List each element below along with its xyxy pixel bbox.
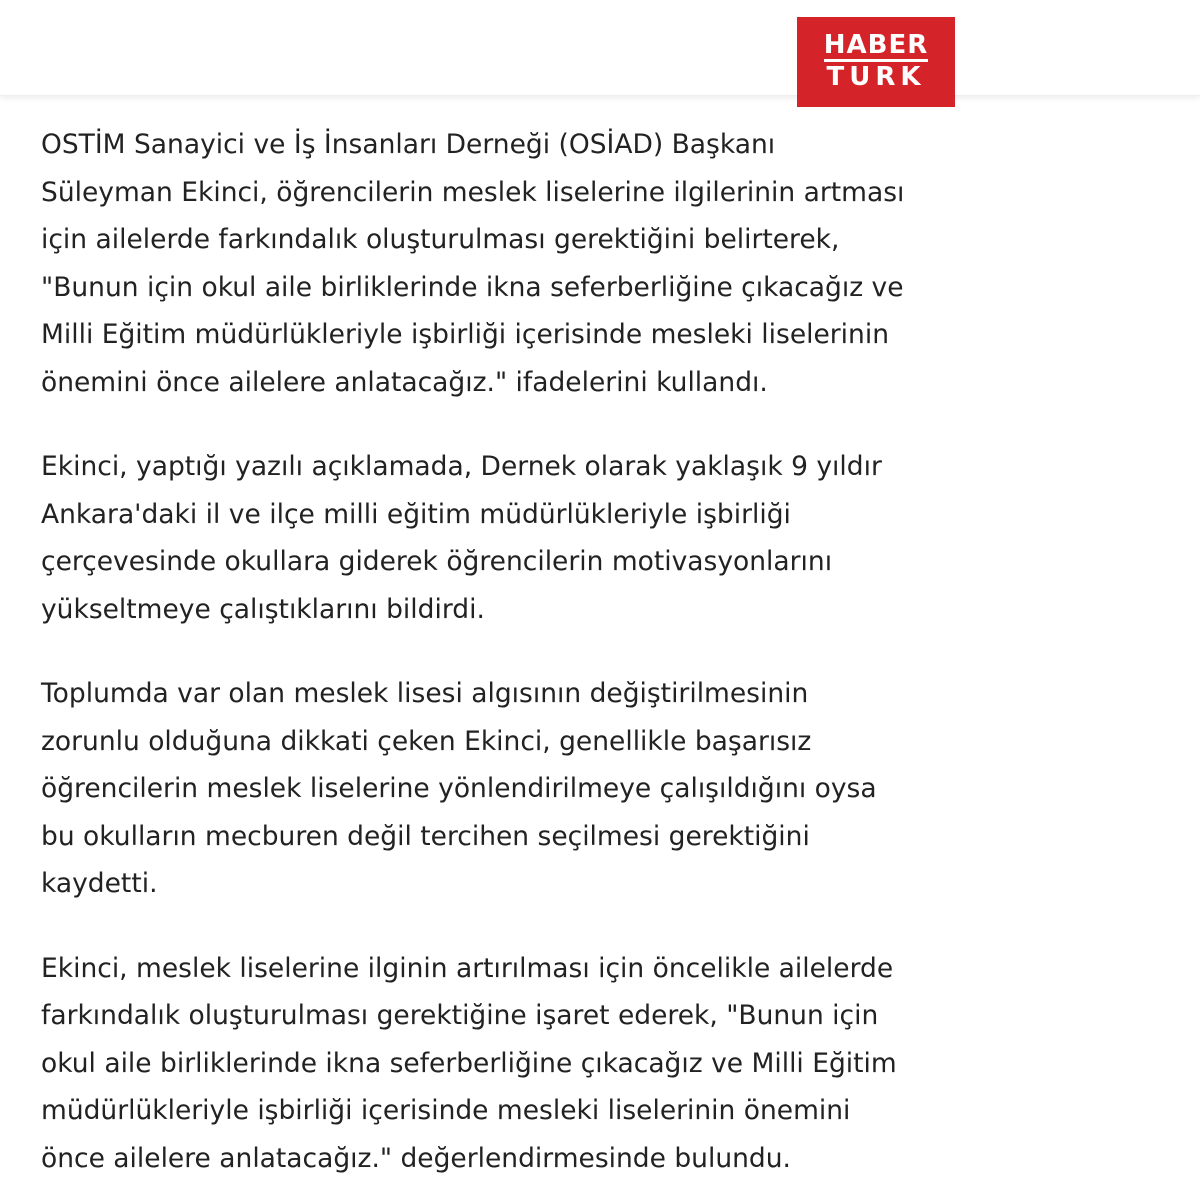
paragraph-line: Ekinci, yaptığı yazılı açıklamada, Dernek olarak yaklaşık 9 yıldır bbox=[41, 451, 882, 482]
paragraph-line: farkındalık oluşturulması gerektiğine işaret ederek, "Bunun için bbox=[41, 1000, 879, 1031]
paragraph-line: Ekinci, meslek liselerine ilginin artırılması için öncelikle ailelerde bbox=[41, 952, 894, 984]
site-header bbox=[0, 0, 1200, 96]
paragraph-line: Toplumda var olan meslek lisesi algısının değiştirilmesinin bbox=[41, 678, 809, 709]
paragraph-line: önemini önce ailelere anlatacağız." ifadelerini kullandı. bbox=[41, 366, 768, 398]
paragraph-line: müdürlükleriyle işbirliği içerisinde mesleki liselerinin önemini bbox=[41, 1095, 851, 1126]
article-paragraph-4 bbox=[41, 945, 1081, 1183]
article-body bbox=[41, 121, 1081, 1200]
paragraph-line: için ailelerde farkındalık oluşturulması gerektiğini belirterek, bbox=[41, 224, 840, 255]
paragraph-line: Ankara'daki il ve ilçe milli eğitim müdürlükleriyle işbirliği bbox=[41, 498, 791, 530]
paragraph-line: "Bunun için okul aile birliklerinde ikna seferberliğine çıkacağız ve bbox=[41, 271, 904, 303]
haberturk-logo[interactable] bbox=[797, 17, 955, 107]
paragraph-line: önce ailelere anlatacağız." değerlendirmesinde bulundu. bbox=[41, 1142, 791, 1174]
paragraph-line: zorunlu olduğuna dikkati çeken Ekinci, genellikle başarısız bbox=[41, 725, 812, 757]
paragraph-line: okul aile birliklerinde ikna seferberliğine çıkacağız ve Milli Eğitim bbox=[41, 1047, 897, 1079]
article-paragraph-2 bbox=[41, 443, 1081, 633]
paragraph-line: Süleyman Ekinci, öğrencilerin meslek liselerine ilgilerinin artması bbox=[41, 176, 905, 208]
logo-text-turk: TURK bbox=[826, 62, 926, 92]
paragraph-line: Milli Eğitim müdürlükleriyle işbirliği içerisinde mesleki liselerinin bbox=[41, 319, 889, 350]
paragraph-line: öğrencilerin meslek liselerine yönlendirilmeye çalışıldığını oysa bbox=[41, 773, 877, 804]
paragraph-line: OSTİM Sanayici ve İş İnsanları Derneği (OSİAD) Başkanı bbox=[41, 129, 776, 160]
article-paragraph-3 bbox=[41, 670, 1081, 908]
paragraph-line: çerçevesinde okullara giderek öğrencilerin motivasyonlarını bbox=[41, 546, 833, 577]
paragraph-line: yükseltmeye çalıştıklarını bildirdi. bbox=[41, 593, 485, 625]
paragraph-line: bu okulların mecburen değil tercihen seçilmesi gerektiğini bbox=[41, 820, 810, 852]
logo-text-haber: HABER bbox=[823, 30, 929, 60]
paragraph-line: kaydetti. bbox=[41, 868, 158, 899]
article-paragraph-1 bbox=[41, 121, 1081, 406]
